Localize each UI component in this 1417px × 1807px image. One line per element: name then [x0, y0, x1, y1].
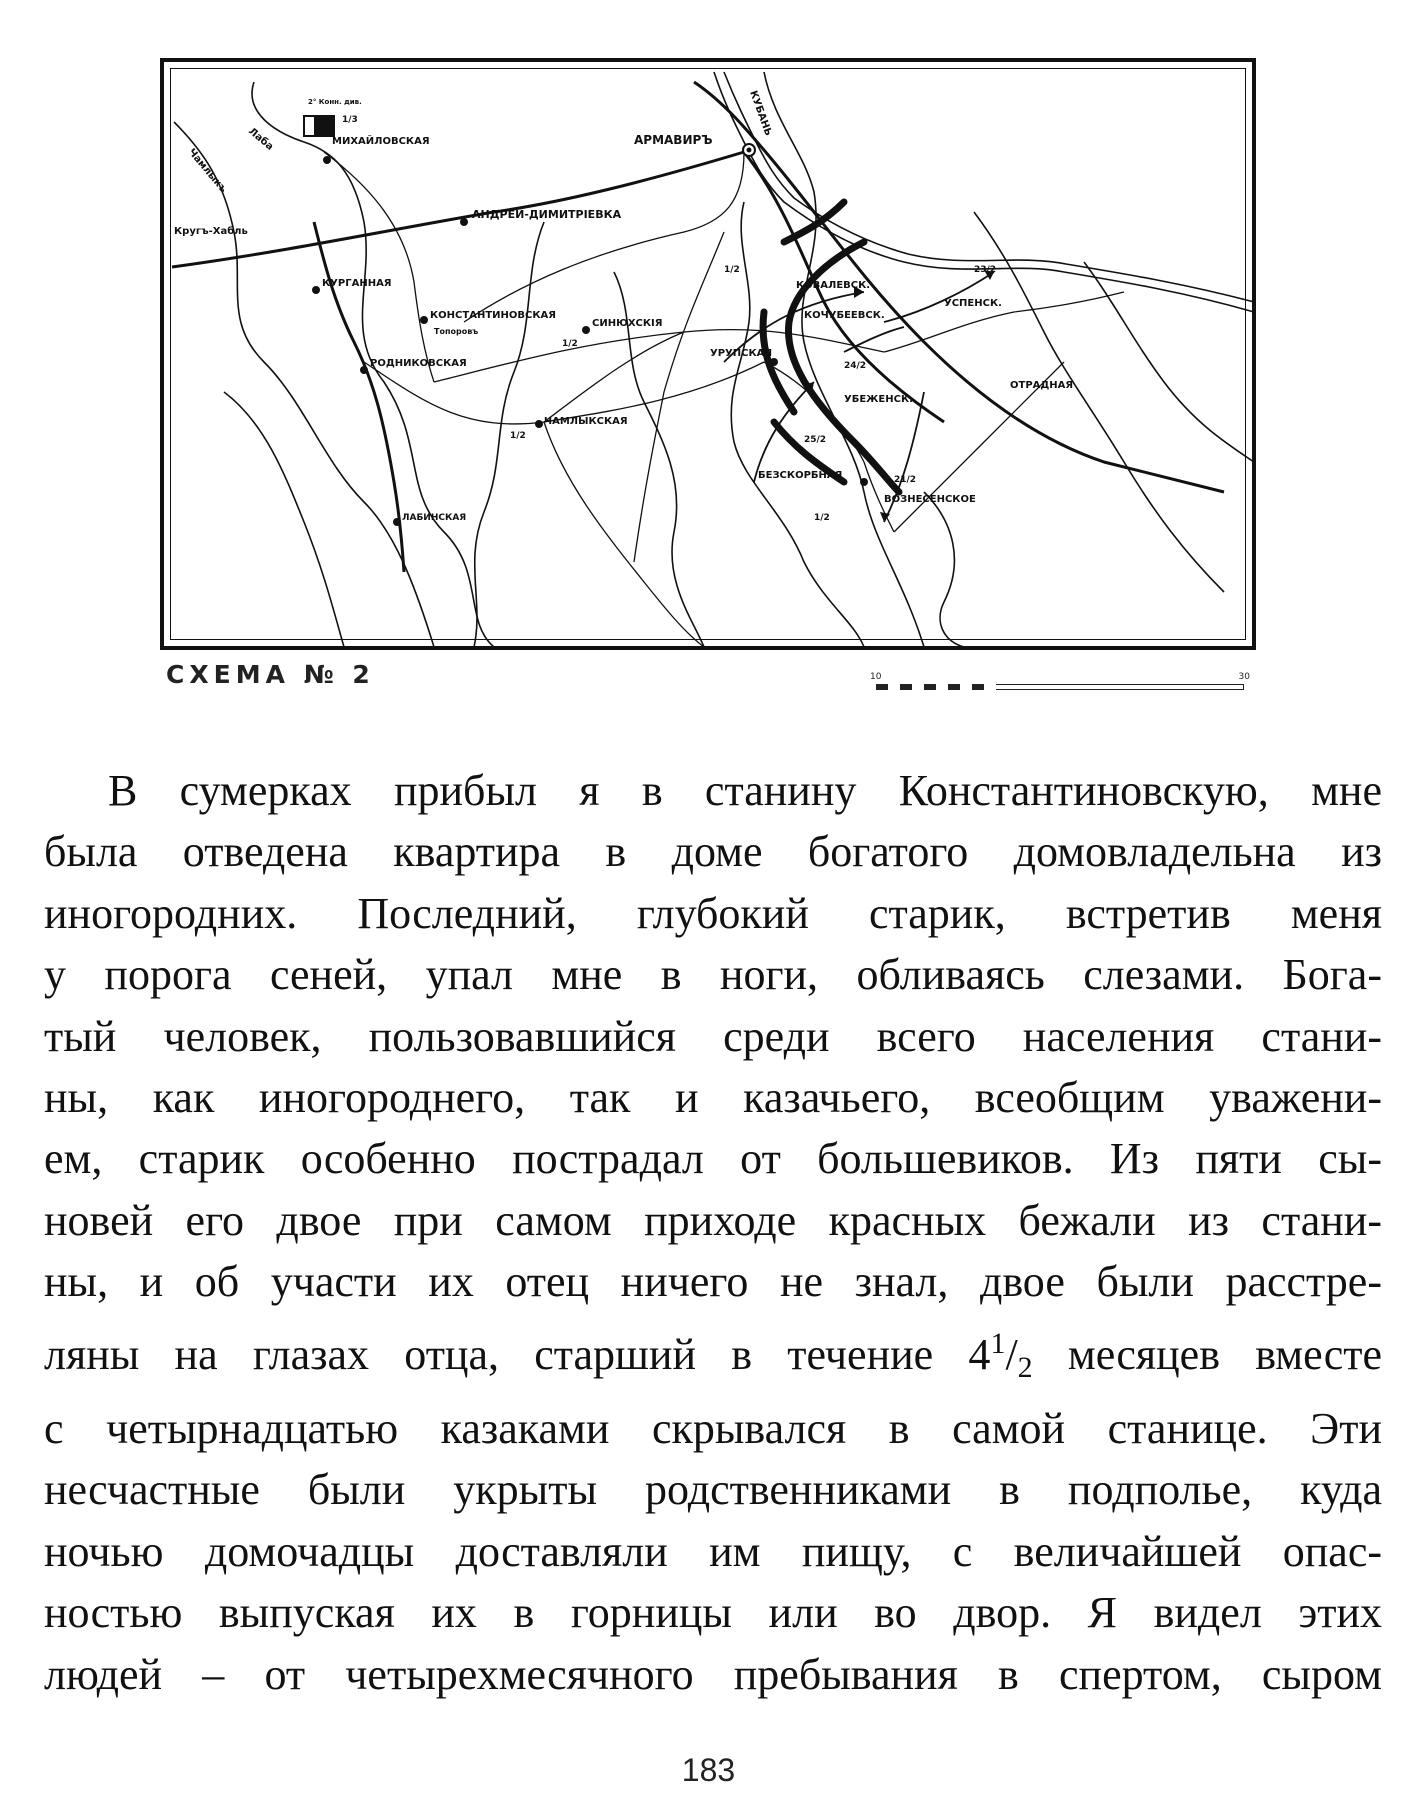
text-line: тый человек, пользовавшийся среди всего населения стани- [44, 1011, 1382, 1061]
settlement-dot [747, 148, 752, 153]
annotation-half: 1/2 [814, 513, 830, 523]
annotation-half: 1/2 [510, 431, 526, 441]
text-line: ны, как иногороднего, так и казачьего, всеобщим уважени- [44, 1073, 1382, 1123]
kuban-river [714, 72, 1254, 312]
scale-label-right: 30 [1238, 672, 1250, 682]
movement-arrow [844, 327, 904, 352]
text-line: В сумерках прибыл я в станину Константиновскую, мне [108, 766, 1382, 815]
text-line: ностью выпуская их в горницы или во двор. Я видел этих [44, 1588, 1382, 1638]
annotation-day: 24/2 [844, 361, 867, 371]
settlement-dot [582, 326, 590, 334]
annotation-half: 1/2 [562, 339, 578, 349]
label-sinyukhskaya: СИНЮХСКІЯ [592, 318, 663, 329]
text-line: у порога сеней, упал мне в ноги, обливаясь слезами. Бога- [44, 950, 1382, 1000]
settlement-dot [312, 286, 320, 294]
text-line: несчастные были укрыты родственниками в подполье, куда [44, 1465, 1382, 1515]
text-line: ночью домочадцы доставляли им пищу, с величайшей опас- [44, 1526, 1382, 1576]
river-line [1084, 262, 1254, 462]
cavalry-block-fill [314, 116, 334, 136]
settlement-dot [770, 358, 778, 366]
label-otradnaya: ОТРАДНАЯ [1010, 380, 1074, 391]
text-line: была отведена квартира в доме богатого домовладельна из [44, 827, 1382, 877]
label-beskorbnaya: БЕЗСКОРБНАЯ [758, 470, 843, 481]
label-kurgannaya: КУРГАННАЯ [322, 278, 392, 289]
road-line [634, 232, 724, 562]
figure-caption: СХЕМА № 2 [166, 660, 375, 689]
road-line [544, 422, 704, 647]
settlement-dot [420, 316, 428, 324]
scale-bar [870, 672, 1250, 702]
label-laba: Лаба [246, 125, 276, 153]
movement-arrow [884, 272, 994, 322]
annotation-half: 1/3 [342, 115, 358, 125]
scale-label-left: 10 [870, 672, 882, 682]
settlement-dot [535, 420, 543, 428]
settlement-dot [360, 366, 368, 374]
fraction-numerator: 1 [990, 1326, 1006, 1360]
label-chamlykskaya: ЧАМЛЫКСКАЯ [544, 416, 628, 427]
text-line: иногородних. Последний, глубокий старик, встретив меня [44, 888, 1382, 938]
fraction-slash: / [1005, 1329, 1018, 1379]
label-voznesenskaya: ВОЗНЕСЕНСКОЕ [884, 494, 976, 505]
map-frame [160, 58, 1256, 650]
label-urupskaya: УРУПСКАЯ [710, 348, 773, 359]
river-line [224, 392, 344, 647]
river-line [764, 72, 924, 647]
label-andrei-dimitrievka: АНДРЕЙ-ДИМИТРІЕВКА [472, 208, 622, 221]
settlement-dot [323, 156, 331, 164]
settlement-dot [460, 218, 468, 226]
label-kruel-khabl: Кругъ-Хабль [174, 226, 248, 237]
text-line: с четырнадцатью казаками скрывался в самой станице. Эти [44, 1404, 1382, 1454]
text-line: новей его двое при самом приходе красных бежали из стани- [44, 1195, 1382, 1245]
railway-line [694, 82, 1224, 492]
railway-line [172, 152, 744, 267]
road-line [884, 292, 1124, 352]
map-figure [160, 58, 1256, 650]
body-paragraph [44, 760, 1382, 1705]
text-line: людей – от четырехмесячного пребывания в спертом, сыром [44, 1649, 1382, 1699]
annotation-day: 23/2 [974, 265, 997, 275]
river-line [731, 202, 867, 647]
label-rodnikovskaya: РОДНИКОВСКАЯ [370, 358, 467, 369]
river-line [924, 492, 964, 647]
road-line [324, 152, 434, 382]
label-armavir: АРМАВИРЪ [634, 133, 713, 147]
label-topor: Топоровъ [434, 327, 479, 336]
road-line [364, 362, 764, 424]
label-kuban: КУБАНЬ [747, 89, 774, 138]
annotation-half: 1/2 [724, 265, 740, 275]
annotation-day: 21/2 [894, 475, 917, 485]
road-line [764, 362, 894, 532]
text-line: ны, и об участи их отец ничего не знал, двое были расстре- [44, 1257, 1382, 1307]
scale-bar-fill [876, 684, 996, 690]
settlement-dot [860, 478, 868, 486]
label-kochubeevskaya: КОЧУБЕЕВСК. [804, 310, 885, 321]
map-drawing [164, 62, 1256, 650]
road-line [434, 330, 884, 382]
fraction-denominator: 2 [1017, 1350, 1033, 1384]
label-kovalevskaya: КОВАЛЕВСК. [796, 280, 871, 291]
road-line [464, 152, 744, 322]
fraction-after: месяцев вместе [1032, 1329, 1382, 1379]
label-ubezhenskaya: УБЕЖЕНСК. [844, 394, 913, 405]
text-line-fraction [44, 1313, 1382, 1398]
fraction-before: ляны на глазах отца, старший в течение 4 [44, 1329, 991, 1379]
river-line [174, 122, 434, 647]
label-labinskaya: ЛАБИНСКАЯ [402, 513, 467, 523]
label-mikhailovskaya: МИХАЙЛОВСКАЯ [332, 136, 430, 147]
page-number: 183 [681, 1752, 736, 1788]
river-line [474, 222, 544, 647]
text-line: ем, старик особенно пострадал от большевиков. Из пяти сы- [44, 1134, 1382, 1184]
railway-line [314, 222, 404, 572]
settlement-dot [393, 518, 401, 526]
annotation-day: 25/2 [804, 435, 827, 445]
label-konstantinovskaya: КОНСТАНТИНОВСКАЯ [430, 310, 556, 321]
label-chamlyk: Чамлыкъ [185, 146, 229, 196]
label-uspenskaya: УСПЕНСК. [944, 298, 1002, 309]
label-kon-div: 2° Конн. див. [308, 98, 362, 106]
